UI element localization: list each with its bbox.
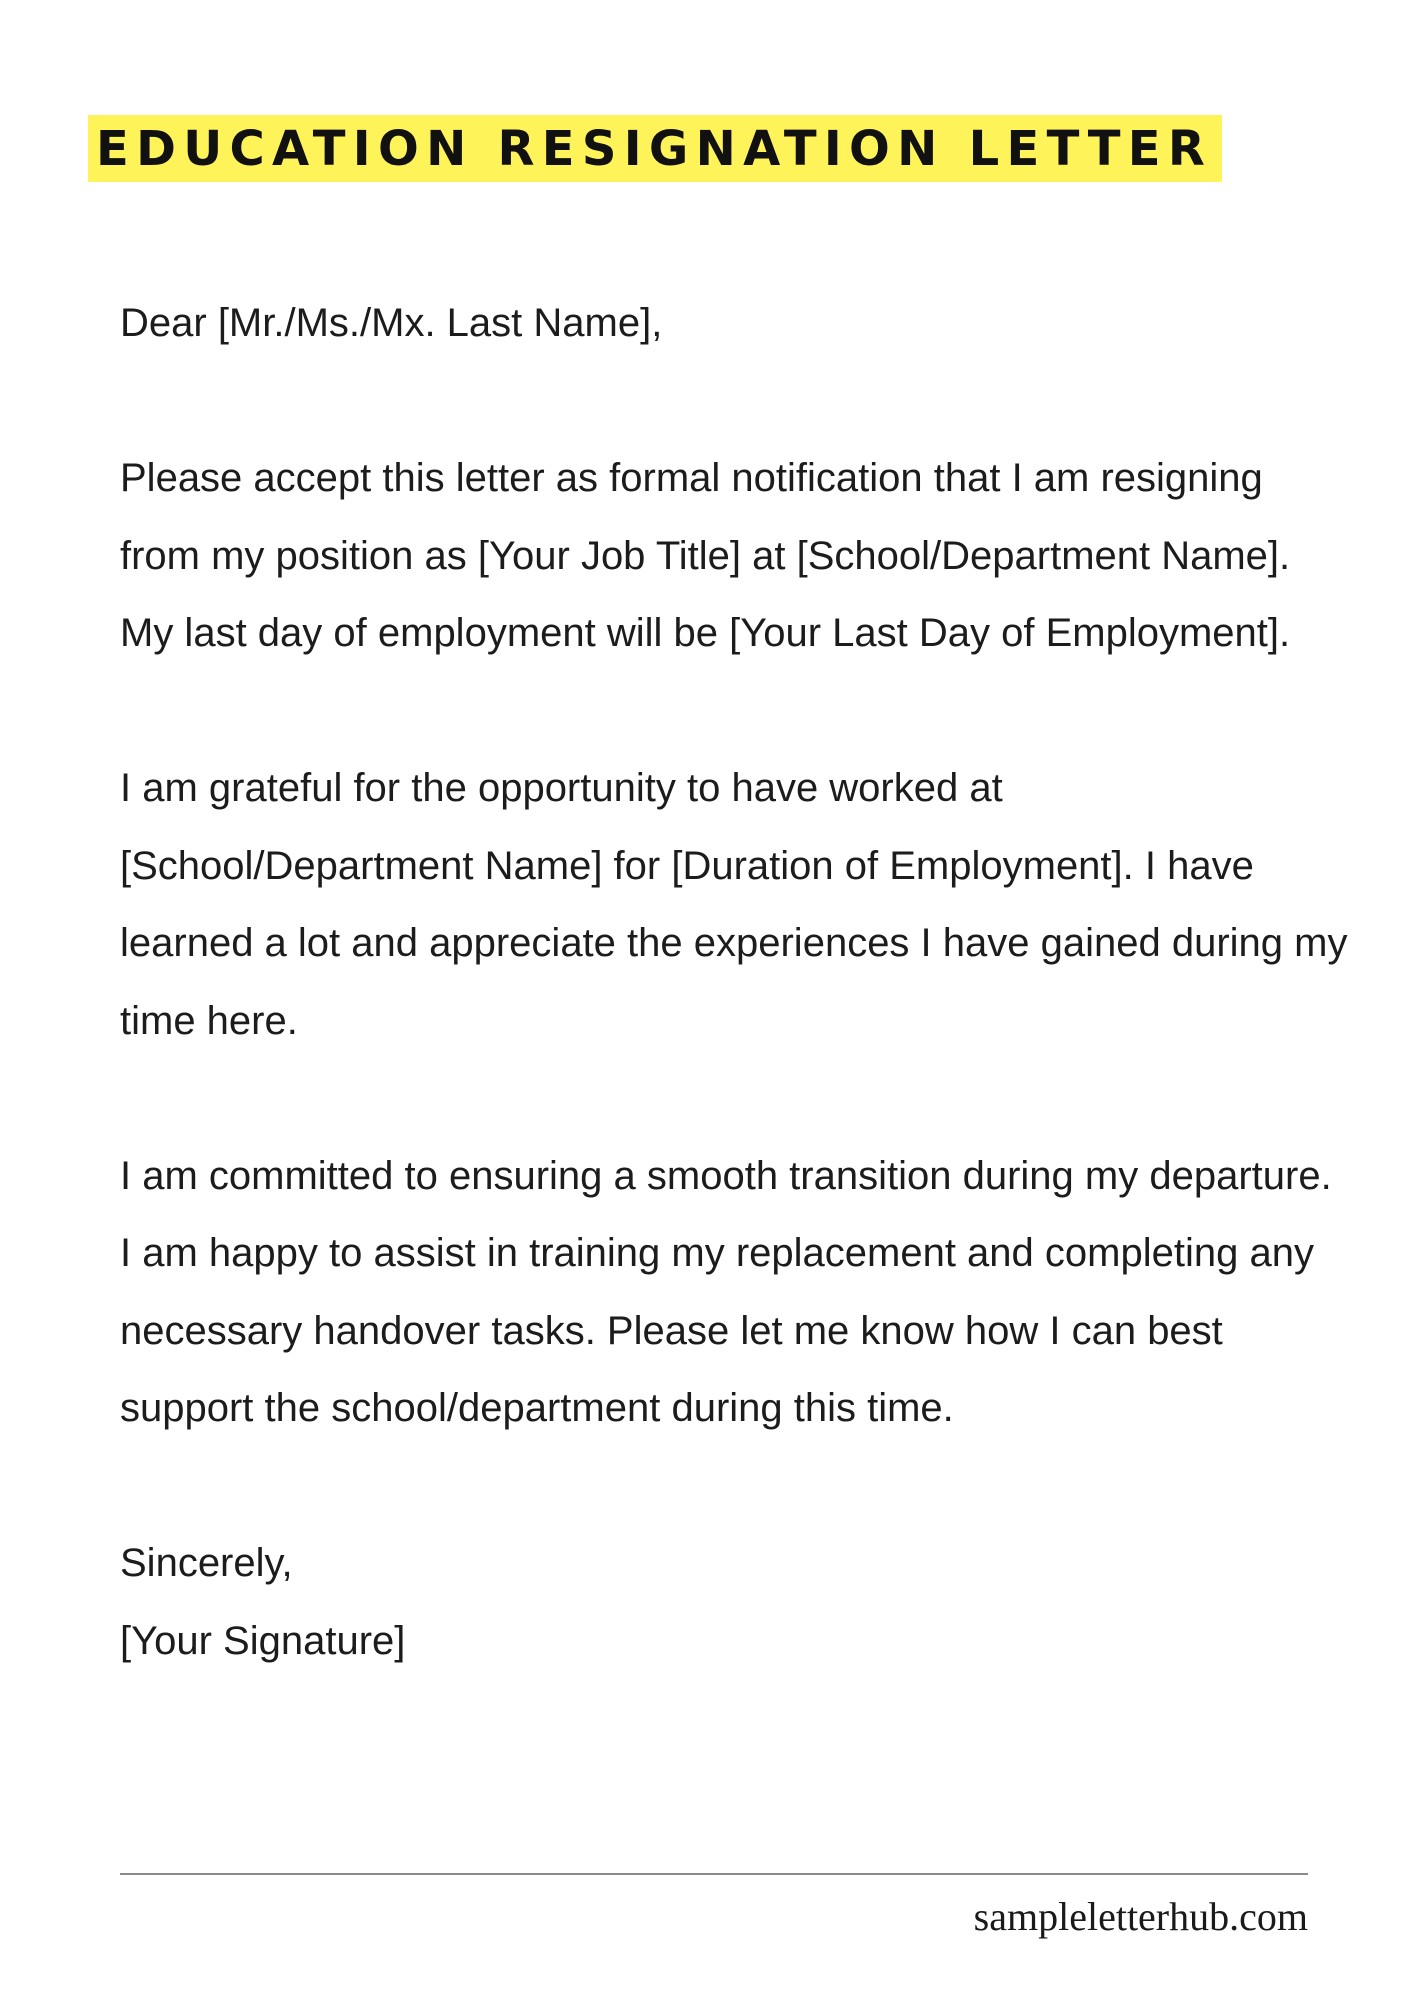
closing-block	[120, 1525, 1350, 1680]
paragraph-transition: I am committed to ensuring a smooth transition during my departure. I am happy to assist in training my replacement and completing any necessary handover tasks. Please let me know how I can best support the school/department during this time.	[120, 1153, 1332, 1430]
closing-text: Sincerely,	[120, 1541, 293, 1585]
letter-body	[120, 285, 1350, 1680]
page-title: EDUCATION RESIGNATION LETTER	[96, 120, 1213, 177]
footer-divider	[120, 1873, 1308, 1875]
title-highlight	[88, 115, 1222, 182]
paragraph-notification: Please accept this letter as formal notification that I am resigning from my position as [Your Job Title] at [School/Department Name]. My last day of employment will be [Your Last Day of Employment].	[120, 456, 1291, 655]
paragraph-gratitude: I am grateful for the opportunity to have worked at [School/Department Name] for [Duration of Employment]. I have learned a lot and appreciate the experiences I have gained during my time here.	[120, 766, 1348, 1043]
footer-website: sampleletterhub.com	[973, 1894, 1308, 1939]
salutation: Dear [Mr./Ms./Mx. Last Name],	[120, 301, 663, 345]
signature-placeholder: [Your Signature]	[120, 1618, 406, 1663]
